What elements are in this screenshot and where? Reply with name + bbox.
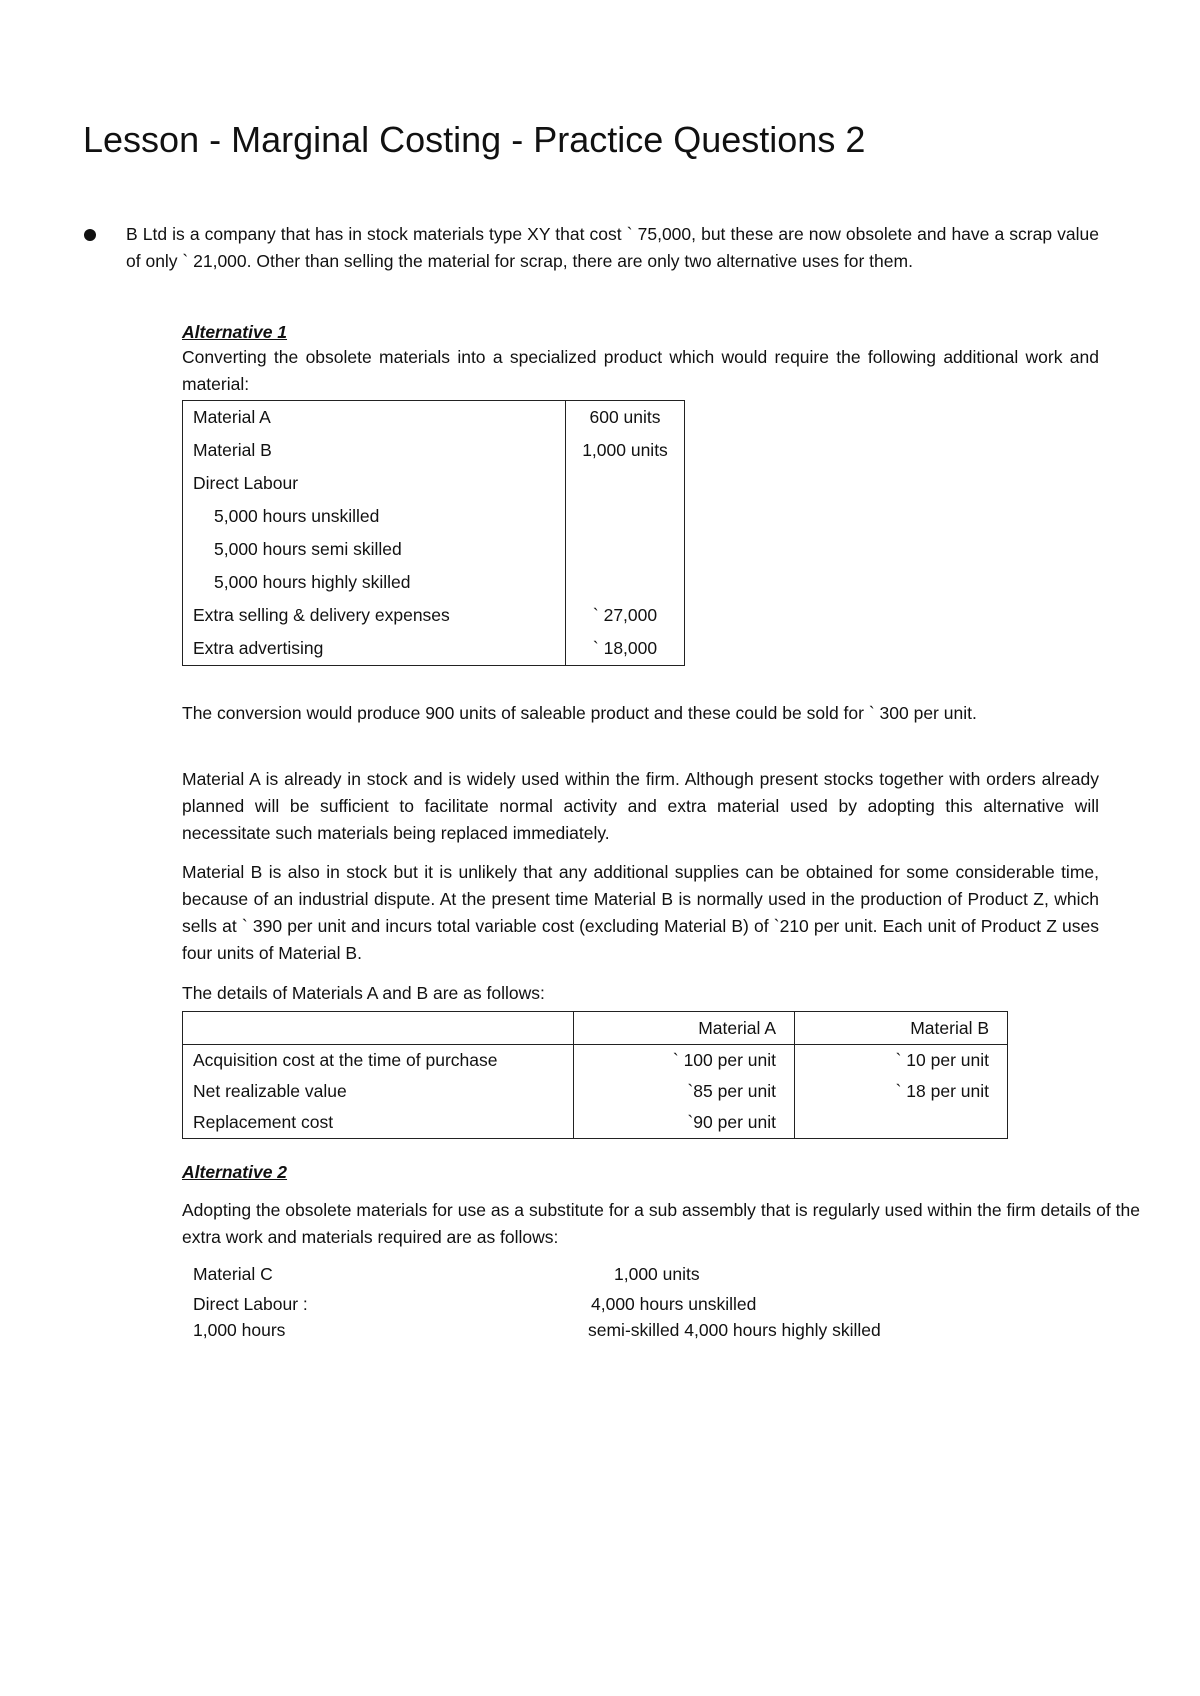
table-row <box>183 1076 1008 1107</box>
conversion-paragraph: The conversion would produce 900 units of saleable product and these could be sold for ` 300 per unit. <box>182 703 977 723</box>
intro-paragraph: B Ltd is a company that has in stock materials type XY that cost ` 75,000, but these are now obsolete and have a scrap value of only ` 21,000. Other than selling the material for scrap, there are only two alternative uses for them. <box>126 224 1099 271</box>
table-row <box>183 632 685 666</box>
table-cell: `90 per unit <box>574 1107 795 1139</box>
material-c-label: Material C <box>193 1264 273 1284</box>
table-cell: Replacement cost <box>183 1107 574 1139</box>
table-cell: ` 27,000 <box>592 605 658 625</box>
material-a-paragraph: Material A is already in stock and is widely used within the firm. Although present stocks together with orders already planned will be sufficient to facilitate normal activity and extra material used by adopting this alternative will necessitate such materials being replaced immediately. <box>182 769 1099 843</box>
table-cell: Net realizable value <box>183 1076 574 1107</box>
table-cell: Direct Labour <box>183 467 566 500</box>
table-header-cell: Material A <box>574 1012 795 1045</box>
details-intro: The details of Materials A and B are as follows: <box>182 983 545 1003</box>
table-header-row <box>183 1012 1008 1045</box>
table-row <box>183 467 685 500</box>
table-cell: Acquisition cost at the time of purchase <box>183 1045 574 1077</box>
material-c-value: 1,000 units <box>614 1264 700 1284</box>
table-cell: ` 10 per unit <box>895 1050 989 1070</box>
bullet-icon <box>84 229 96 241</box>
table-cell: 600 units <box>589 407 661 427</box>
alternative-2-description: Adopting the obsolete materials for use as a substitute for a sub assembly that is regularly used within the firm details of the extra work and materials required are as follows: <box>182 1200 1140 1247</box>
table-row <box>183 566 685 599</box>
table-cell: 5,000 hours semi skilled <box>183 533 566 566</box>
table-cell: 5,000 hours unskilled <box>183 500 566 533</box>
table-row <box>183 1045 1008 1077</box>
table-row <box>183 599 685 632</box>
alternative-2-heading: Alternative 2 <box>182 1162 288 1182</box>
material-b-paragraph: Material B is also in stock but it is unlikely that any additional supplies can be obtained for some considerable time, because of an industrial dispute. At the present time Material B is normally used in the production of Product Z, which sells at ` 390 per unit and incurs total variable cost (excluding Material B) of `210 per unit. Each unit of Product Z uses four units of Material B. <box>182 862 1099 963</box>
table-header-cell: Material B <box>795 1012 1008 1045</box>
table-cell <box>795 1107 1008 1139</box>
table-cell <box>566 566 685 599</box>
table-cell: Extra advertising <box>183 632 566 666</box>
table-header-cell <box>183 1012 574 1045</box>
table-cell <box>566 533 685 566</box>
table-row <box>183 500 685 533</box>
table-cell: 1,000 units <box>582 440 668 460</box>
labour-hours-value: semi-skilled 4,000 hours highly skilled <box>588 1320 881 1340</box>
materials-details-table <box>182 1011 1008 1139</box>
table-row <box>183 533 685 566</box>
direct-labour-value: 4,000 hours unskilled <box>591 1294 757 1314</box>
table-cell: ` 100 per unit <box>574 1045 795 1077</box>
table-cell: 5,000 hours highly skilled <box>183 566 566 599</box>
alternative-1-heading: Alternative 1 <box>182 322 288 342</box>
labour-hours-label: 1,000 hours <box>193 1320 286 1340</box>
table-row <box>183 401 685 435</box>
table-cell: Material A <box>183 401 566 435</box>
table-row <box>183 434 685 467</box>
table-cell <box>566 467 685 500</box>
direct-labour-label: Direct Labour : <box>193 1294 308 1314</box>
table-cell: Extra selling & delivery expenses <box>183 599 566 632</box>
table-cell: ` 18 per unit <box>895 1081 989 1101</box>
page-title: Lesson - Marginal Costing - Practice Questions 2 <box>83 119 866 160</box>
table-cell: ` 18,000 <box>592 638 658 658</box>
table-cell <box>566 500 685 533</box>
table-cell: `85 per unit <box>574 1076 795 1107</box>
table-cell: Material B <box>183 434 566 467</box>
alternative-1-description: Converting the obsolete materials into a specialized product which would require the following additional work and material: <box>182 347 1099 394</box>
table-row <box>183 1107 1008 1139</box>
alternative-1-table <box>182 400 685 666</box>
